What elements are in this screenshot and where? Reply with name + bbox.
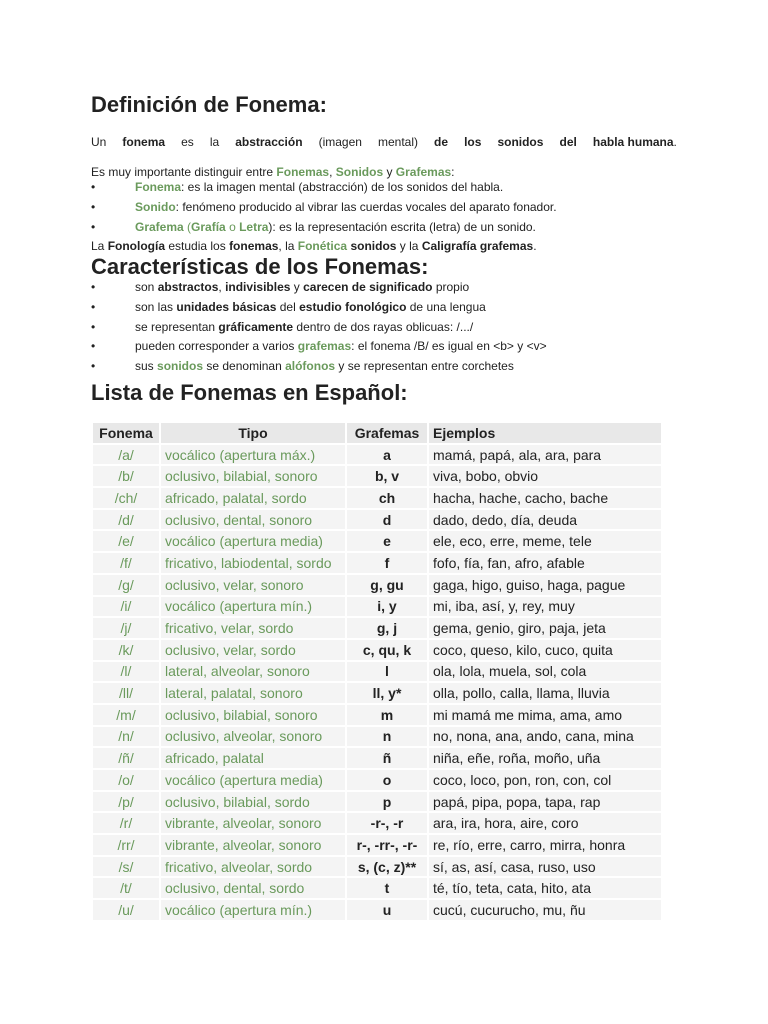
cell-tipo: oclusivo, bilabial, sonoro: [161, 466, 345, 486]
cell-grafemas: m: [347, 705, 427, 725]
list-bold: gráficamente: [218, 319, 294, 334]
intro-text: y: [383, 165, 396, 179]
cell-fonema: /d/: [93, 510, 159, 530]
list-text: : es la imagen mental (abstracción) de los sonidos del habla.: [181, 180, 504, 194]
cell-grafemas: ch: [347, 488, 427, 508]
table-row: [93, 900, 661, 920]
cell-tipo: oclusivo, velar, sordo: [161, 640, 345, 660]
list-item: [91, 337, 547, 357]
list-text: (: [183, 219, 192, 234]
cell-tipo: vocálico (apertura mín.): [161, 900, 345, 920]
cell-tipo: fricativo, velar, sordo: [161, 618, 345, 638]
list-text: son las: [135, 299, 177, 314]
definition-word: fonema: [122, 135, 166, 149]
table-row: [93, 748, 661, 768]
section-heading: Características de los Fonemas:: [91, 254, 429, 279]
column-header: Tipo: [161, 423, 345, 443]
cell-tipo: vocálico (apertura media): [161, 770, 345, 790]
list-text: de una lengua: [406, 299, 486, 314]
table-row: [93, 835, 661, 855]
cell-tipo: lateral, alveolar, sonoro: [161, 662, 345, 682]
cell-grafemas: s, (c, z)**: [347, 857, 427, 877]
list-text: dentro de dos rayas oblicuas: /.../: [293, 319, 474, 334]
definition-word: (imagen: [318, 135, 362, 149]
cell-tipo: vocálico (apertura máx.): [161, 445, 345, 465]
list-text: ): es la representación escrita (letra) de un sonido.: [268, 219, 536, 234]
cell-ejemplos: hacha, hache, cacho, bache: [429, 488, 661, 508]
cell-ejemplos: mi, iba, así, y, rey, muy: [429, 597, 661, 617]
definitions-list: [91, 178, 557, 237]
cell-grafemas: u: [347, 900, 427, 920]
cell-ejemplos: gema, genio, giro, paja, jeta: [429, 618, 661, 638]
cell-tipo: oclusivo, bilabial, sonoro: [161, 705, 345, 725]
cell-ejemplos: coco, loco, pon, ron, con, col: [429, 770, 661, 790]
cell-ejemplos: papá, pipa, popa, tapa, rap: [429, 792, 661, 812]
list-text: grafemas: [297, 339, 352, 354]
table-row: [93, 878, 661, 898]
intro-fonemas: Fonemas: [276, 165, 330, 179]
cell-ejemplos: dado, dedo, día, deuda: [429, 510, 661, 530]
cell-grafemas: b, v: [347, 466, 427, 486]
cell-fonema: /rr/: [93, 835, 159, 855]
cell-grafemas: o: [347, 770, 427, 790]
list-item: [91, 218, 557, 238]
cell-ejemplos: gaga, higo, guiso, haga, pague: [429, 575, 661, 595]
cell-grafemas: -r-, -r: [347, 813, 427, 833]
list-text: : fenómeno producido al vibrar las cuerdas vocales del aparato fonador.: [175, 199, 557, 214]
cell-fonema: /u/: [93, 900, 159, 920]
cell-fonema: /ñ/: [93, 748, 159, 768]
column-header: Fonema: [93, 423, 159, 443]
list-item: [91, 357, 547, 377]
cell-fonema: /ch/: [93, 488, 159, 508]
table-row: [93, 727, 661, 747]
intro-text: ,: [329, 165, 336, 179]
table-row: [93, 597, 661, 617]
table-row: [93, 510, 661, 530]
cell-fonema: /i/: [93, 597, 159, 617]
cell-fonema: /m/: [93, 705, 159, 725]
list-term: Grafía: [191, 219, 226, 234]
definition-word: habla humana: [592, 135, 674, 149]
cell-fonema: /g/: [93, 575, 159, 595]
para-bold: sonidos: [350, 239, 397, 253]
cell-fonema: /a/: [93, 445, 159, 465]
table-row: [93, 553, 661, 573]
characteristics-list: [91, 278, 547, 377]
cell-tipo: oclusivo, bilabial, sordo: [161, 792, 345, 812]
cell-tipo: africado, palatal, sordo: [161, 488, 345, 508]
cell-grafemas: f: [347, 553, 427, 573]
definition-word: Un: [91, 135, 107, 149]
intro-sonidos: Sonidos: [335, 165, 384, 179]
cell-ejemplos: fofo, fía, fan, afro, afable: [429, 553, 661, 573]
cell-grafemas: g, gu: [347, 575, 427, 595]
table-row: [93, 705, 661, 725]
cell-ejemplos: olla, pollo, calla, llama, lluvia: [429, 683, 661, 703]
cell-tipo: vibrante, alveolar, sonoro: [161, 813, 345, 833]
list-text: se representan: [135, 319, 219, 334]
table-row: [93, 531, 661, 551]
cell-fonema: /n/: [93, 727, 159, 747]
list-bold: carecen de significado: [303, 280, 433, 294]
cell-fonema: /b/: [93, 466, 159, 486]
table-row: [93, 575, 661, 595]
cell-ejemplos: ele, eco, erre, meme, tele: [429, 531, 661, 551]
definition-word: del: [559, 135, 577, 149]
cell-fonema: /f/: [93, 553, 159, 573]
list-bold: unidades básicas: [176, 299, 277, 314]
table-row: [93, 813, 661, 833]
para-bold: Fonología: [107, 239, 166, 253]
list-item: [91, 298, 547, 318]
cell-ejemplos: re, río, erre, carro, mirra, honra: [429, 835, 661, 855]
cell-ejemplos: niña, eñe, roña, moño, uña: [429, 748, 661, 768]
list-text: y: [290, 280, 304, 294]
intro-grafemas: Grafemas: [395, 165, 452, 179]
cell-fonema: /t/: [93, 878, 159, 898]
cell-tipo: fricativo, labiodental, sordo: [161, 553, 345, 573]
column-header: Ejemplos: [429, 423, 661, 443]
phonemes-table: [91, 421, 663, 922]
table-header-row: [93, 423, 661, 443]
cell-ejemplos: no, nona, ana, ando, cana, mina: [429, 727, 661, 747]
cell-tipo: vibrante, alveolar, sonoro: [161, 835, 345, 855]
list-text: se denominan: [203, 359, 286, 374]
cell-ejemplos: ara, ira, hora, aire, coro: [429, 813, 661, 833]
list-text: del: [276, 299, 300, 314]
list-text: ,: [218, 280, 226, 294]
cell-ejemplos: mamá, papá, ala, ara, para: [429, 445, 661, 465]
para-bold: fonemas: [229, 239, 279, 253]
cell-grafemas: ñ: [347, 748, 427, 768]
table-row: [93, 683, 661, 703]
para-bold: Caligrafía grafemas: [421, 239, 534, 253]
table-row: [93, 445, 661, 465]
intro-text: :: [451, 165, 455, 179]
list-bold: abstractos: [157, 280, 219, 294]
definition-paragraph: [91, 135, 677, 149]
list-term: Letra: [239, 219, 269, 234]
definition-word: la: [209, 135, 220, 149]
cell-grafemas: l: [347, 662, 427, 682]
cell-fonema: /r/: [93, 813, 159, 833]
cell-tipo: oclusivo, dental, sordo: [161, 878, 345, 898]
table-row: [93, 792, 661, 812]
para-text: y la: [396, 239, 422, 253]
cell-ejemplos: viva, bobo, obvio: [429, 466, 661, 486]
list-bold: estudio fonológico: [299, 299, 407, 314]
list-item: [91, 278, 547, 298]
definition-word: los: [464, 135, 482, 149]
para-link: Fonética: [297, 239, 348, 253]
cell-fonema: /p/: [93, 792, 159, 812]
list-item: [91, 178, 557, 198]
table-row: [93, 618, 661, 638]
cell-fonema: /e/: [93, 531, 159, 551]
list-text: propio: [432, 280, 470, 294]
cell-grafemas: t: [347, 878, 427, 898]
list-text: alófonos: [285, 359, 336, 374]
cell-tipo: fricativo, alveolar, sordo: [161, 857, 345, 877]
list-item: [91, 198, 557, 218]
cell-ejemplos: cucú, cucurucho, mu, ñu: [429, 900, 661, 920]
list-term: Fonema: [135, 180, 182, 194]
cell-fonema: /ll/: [93, 683, 159, 703]
definition-word: abstracción: [235, 135, 303, 149]
cell-ejemplos: mi mamá me mima, ama, amo: [429, 705, 661, 725]
cell-tipo: vocálico (apertura media): [161, 531, 345, 551]
list-term: Grafema: [135, 219, 184, 234]
cell-fonema: /o/: [93, 770, 159, 790]
definition-word: de: [434, 135, 449, 149]
table-row: [93, 662, 661, 682]
list-text: pueden corresponder a varios: [135, 339, 298, 354]
cell-tipo: vocálico (apertura mín.): [161, 597, 345, 617]
table-row: [93, 488, 661, 508]
list-item: [91, 318, 547, 338]
intro-paragraph: [91, 165, 455, 179]
para-text: La: [91, 239, 108, 253]
cell-grafemas: d: [347, 510, 427, 530]
table-row: [93, 857, 661, 877]
cell-tipo: lateral, palatal, sonoro: [161, 683, 345, 703]
definition-word: mental): [377, 135, 418, 149]
page-title: Definición de Fonema:: [91, 92, 327, 117]
definition-word: sonidos: [497, 135, 544, 149]
definition-word: .: [673, 135, 677, 149]
para-text: estudia los: [165, 239, 230, 253]
list-text: son: [135, 280, 158, 294]
table-row: [93, 466, 661, 486]
cell-tipo: africado, palatal: [161, 748, 345, 768]
table-row: [93, 770, 661, 790]
intro-text: Es muy importante distinguir entre: [91, 165, 277, 179]
cell-grafemas: g, j: [347, 618, 427, 638]
list-text: y se representan entre corchetes: [335, 359, 514, 374]
cell-ejemplos: coco, queso, kilo, cuco, quita: [429, 640, 661, 660]
cell-tipo: oclusivo, velar, sonoro: [161, 575, 345, 595]
cell-grafemas: n: [347, 727, 427, 747]
cell-fonema: /k/: [93, 640, 159, 660]
cell-grafemas: ll, y*: [347, 683, 427, 703]
para-text: , la: [278, 239, 298, 253]
cell-grafemas: p: [347, 792, 427, 812]
cell-tipo: oclusivo, alveolar, sonoro: [161, 727, 345, 747]
cell-grafemas: r-, -rr-, -r-: [347, 835, 427, 855]
list-text: sus: [135, 359, 158, 374]
para-text: .: [533, 239, 537, 253]
cell-fonema: /s/: [93, 857, 159, 877]
cell-tipo: oclusivo, dental, sonoro: [161, 510, 345, 530]
list-term: Sonido: [135, 199, 176, 214]
cell-fonema: /l/: [93, 662, 159, 682]
list-text: o: [225, 219, 240, 234]
list-text: : el fonema /B/ es igual en <b> y <v>: [351, 339, 547, 354]
cell-fonema: /j/: [93, 618, 159, 638]
cell-grafemas: i, y: [347, 597, 427, 617]
cell-ejemplos: ola, lola, muela, sol, cola: [429, 662, 661, 682]
cell-ejemplos: té, tío, teta, cata, hito, ata: [429, 878, 661, 898]
cell-ejemplos: sí, as, así, casa, ruso, uso: [429, 857, 661, 877]
column-header: Grafemas: [347, 423, 427, 443]
list-bold: indivisibles: [225, 280, 291, 294]
section-heading: Lista de Fonemas en Español:: [91, 380, 408, 405]
cell-grafemas: a: [347, 445, 427, 465]
list-text: sonidos: [157, 359, 204, 374]
cell-grafemas: e: [347, 531, 427, 551]
definition-word: es: [181, 135, 194, 149]
table-row: [93, 640, 661, 660]
fonologia-paragraph: [91, 239, 537, 253]
cell-grafemas: c, qu, k: [347, 640, 427, 660]
